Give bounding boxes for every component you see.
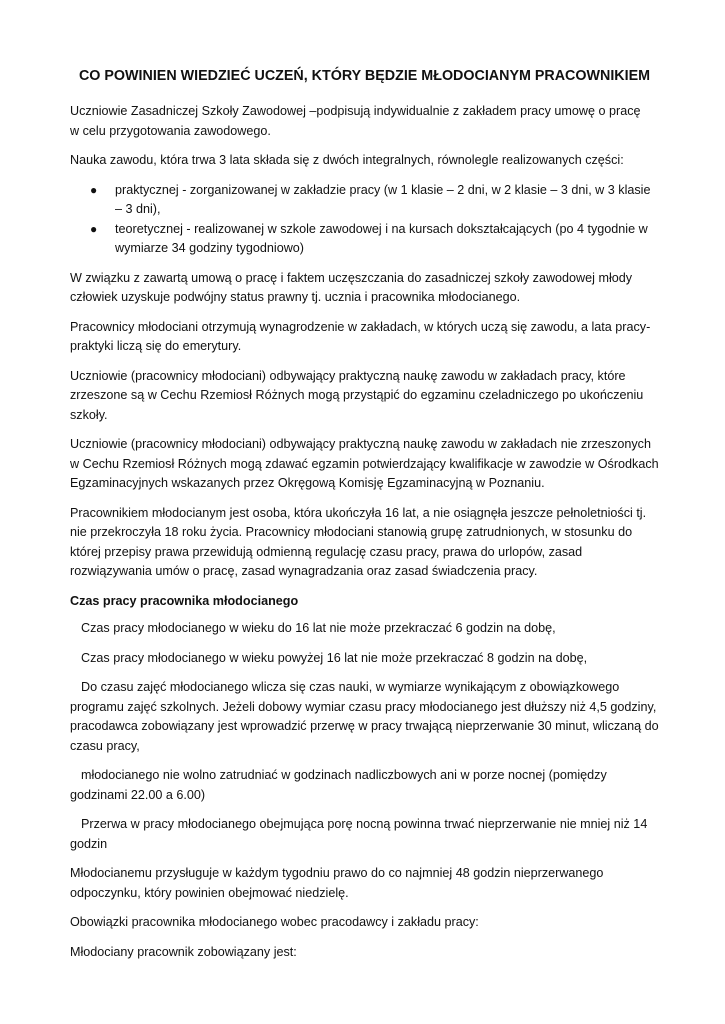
rule-break: Do czasu zajęć młodocianego wlicza się czas nauki, w wymiarze wynikającym z obowiązkowego programu zajęć szkolnych. Jeżeli dobowy wymiar czasu pracy młodocianego jest dłuższy niż 4,5 godziny, pracodawca zobowiązany jest wprowadzić przerwę w pracy trwającą nieprzerwanie 30 minut, wliczaną do czasu pracy, [70,680,659,753]
rule-under-16: Czas pracy młodocianego w wieku do 16 lat nie może przekraczać 6 godzin na dobę, [81,621,556,635]
list-item-text: teoretycznej - realizowanej w szkole zawodowej i na kursach dokształcających (po 4 tygodnie w wymiarze 34 godziny tygodniowo) [115,221,648,255]
bullet-icon: ● [90,182,98,197]
bullet-icon: ● [90,221,98,236]
list-item [70,181,659,220]
rule-night-break: Przerwa w pracy młodocianego obejmująca porę nocną powinna trwać nieprzerwanie nie mniej niż 14 godzin [70,817,648,851]
paragraph-definition: Pracownikiem młodocianym jest osoba, która ukończyła 16 lat, a nie osiągnęła jeszcze pełnoletniości tj. nie przekroczyła 18 roku życia. Pracownicy młodociani stanowią grupę zatrudnionych, w stosunku do której przepisy prawa przewidują odmienną regulację czasu pracy, prawa do urlopów, zasad rozwiązywania umów o pracę, zasad wynagradzania oraz zasad świadczenia pracy. [70,505,647,578]
paragraph-non-guild-exam [70,435,659,494]
rule-overtime: młodocianego nie wolno zatrudniać w godzinach nadliczbowych ani w porze nocnej (pomiędzy godzinami 22.00 a 6.00) [70,768,607,802]
paragraph-obligations: Młodociany pracownik zobowiązany jest: [70,944,297,959]
paragraph-contract-line1: Uczniowie Zasadniczej Szkoły Zawodowej –podpisują indywidualnie z zakładem pracy umowę o pracę [70,104,641,118]
paragraph-study-parts: Nauka zawodu, która trwa 3 lata składa się z dwóch integralnych, równolegle realizowanych części: [70,153,624,167]
list-item [70,220,659,259]
paragraph-legal-status: W związku z zawartą umową o pracę i faktem uczęszczania do zasadniczej szkoły zawodowej młody człowiek uzyskuje podwójny status prawny tj. ucznia i pracownika młodocianego. [70,270,633,304]
paragraph-contract-line2: w celu przygotowania zawodowego. [70,123,271,138]
paragraph-salary: Pracownicy młodociani otrzymują wynagrodzenie w zakładach, w których uczą się zawodu, a lata pracy-praktyki liczą się do emerytury. [70,319,651,353]
document-title: CO POWINIEN WIEDZIEĆ UCZEŃ, KTÓRY BĘDZIE MŁODOCIANYM PRACOWNIKIEM [78,68,651,84]
paragraph-contract [70,102,659,141]
paragraph-duties-intro: Obowiązki pracownika młodocianego wobec pracodawcy i zakładu pracy: [70,915,479,929]
section-heading: Czas pracy pracownika młodocianego [70,593,299,608]
rule-over-16: Czas pracy młodocianego w wieku powyżej 16 lat nie może przekraczać 8 godzin na dobę, [81,650,588,665]
paragraph-non-guild-exam-line2: w Cechu Rzemiosł Różnych mogą zdawać egzamin potwierdzający kwalifikacje w zawodzie w Ośrodkach Egzaminacyjnych wskazanych przez Okręgową Komisję Egzaminacyjną w Poznaniu. [70,456,659,490]
list-item-text: praktycznej - zorganizowanej w zakładzie pracy (w 1 klasie – 2 dni, w 2 klasie – 3 dni, w 3 klasie – 3 dni), [115,182,651,216]
paragraph-non-guild-exam-line1: Uczniowie (pracownicy młodociani) odbywający praktyczną naukę zawodu w zakładach nie zrzeszonych [70,437,651,451]
study-parts-list [70,181,659,259]
paragraph-guild-exam: Uczniowie (pracownicy młodociani) odbywający praktyczną naukę zawodu w zakładach pracy, które zrzeszone są w Cechu Rzemiosł Różnych mogą przystąpić do egzaminu czeladniczego po ukończeniu szkoły. [70,368,644,422]
paragraph-weekly-rest: Młodocianemu przysługuje w każdym tygodniu prawo do co najmniej 48 godzin nieprzerwanego odpoczynku, który powinien obejmować niedzielę. [70,866,604,900]
